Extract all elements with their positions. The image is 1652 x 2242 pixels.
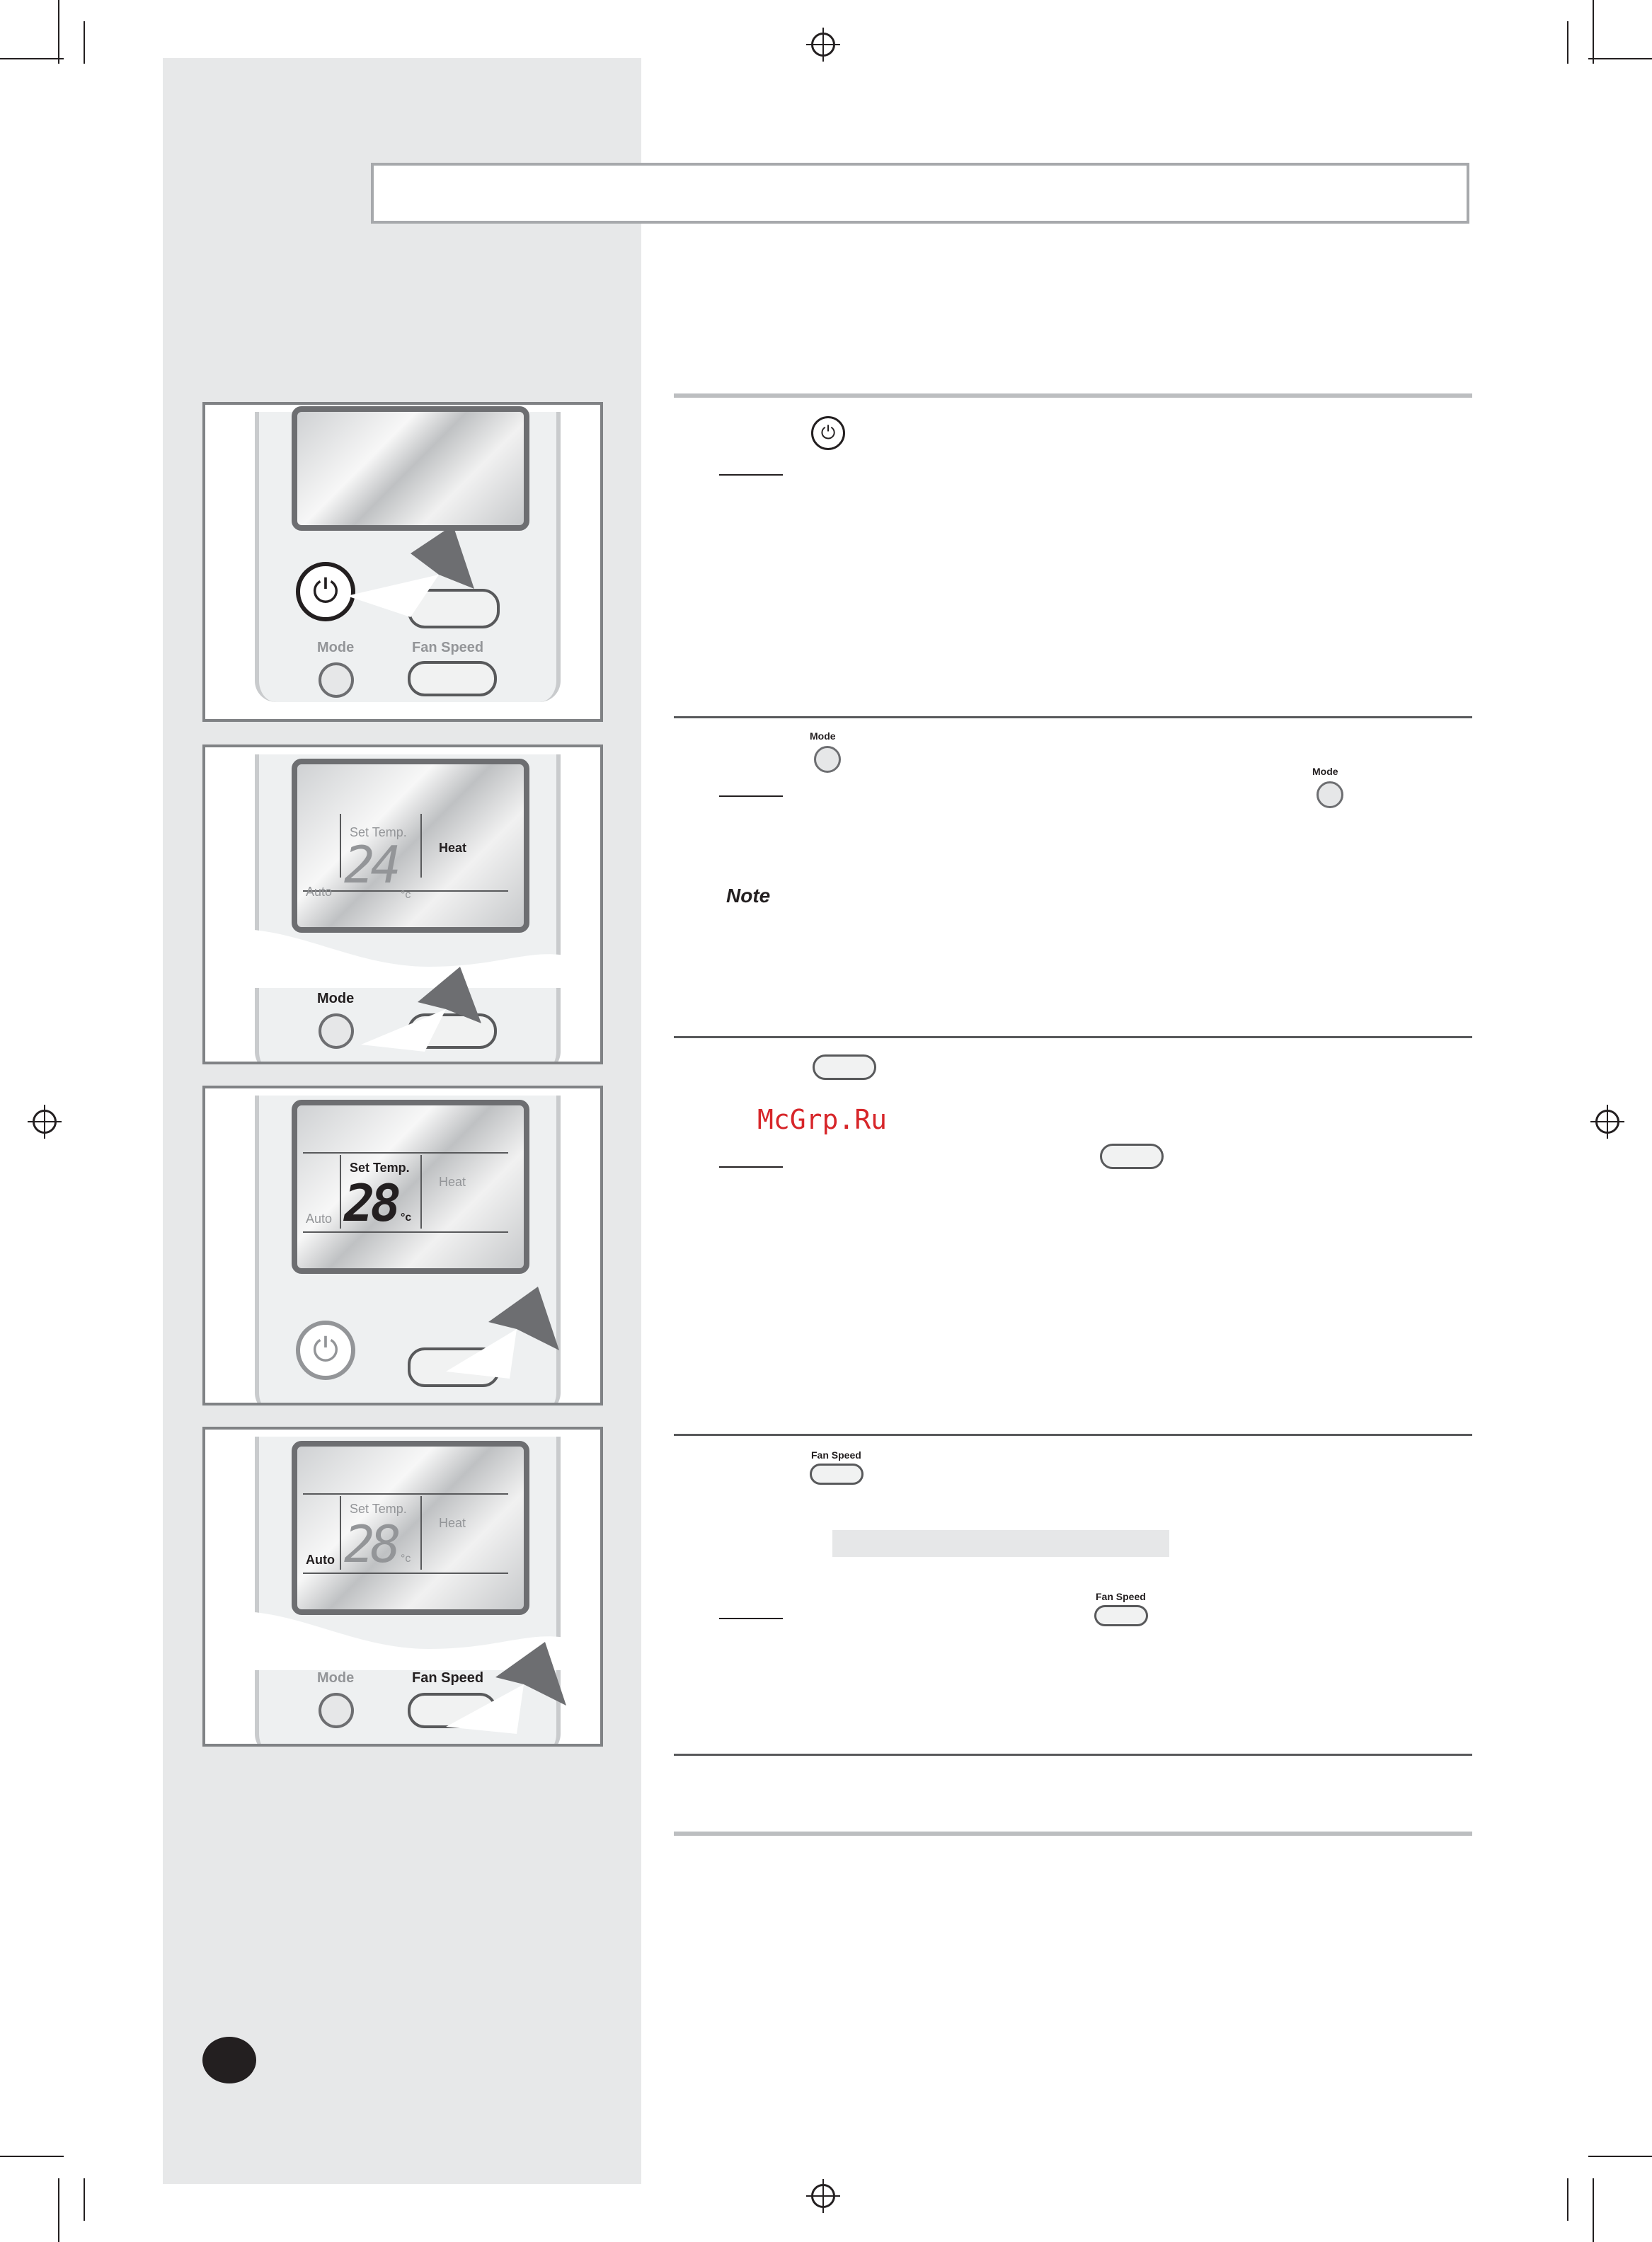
step-divider: [674, 1036, 1472, 1038]
pointer-arrow: [333, 511, 488, 617]
fan-speed-icon: [810, 1464, 864, 1485]
crop-mark: [1567, 2178, 1568, 2221]
mode-label: Mode: [317, 991, 355, 1006]
mode-icon-label: Mode: [1312, 766, 1338, 777]
note-label: Note: [726, 885, 771, 907]
crop-mark: [0, 2156, 64, 2157]
step-rule: [719, 474, 783, 476]
auto-label: Auto: [306, 885, 333, 899]
section-rule-bottom: [674, 1832, 1472, 1836]
mode-button[interactable]: [319, 1693, 354, 1728]
highlight-bar: [832, 1530, 1169, 1557]
pointer-arrow: [347, 960, 503, 1059]
crop-mark: [1593, 0, 1594, 64]
fan-speed-icon: [1094, 1605, 1148, 1626]
illustration-temperature: [202, 1086, 603, 1405]
illustration-fan-speed: [202, 1427, 603, 1747]
power-button[interactable]: ⏻: [296, 1321, 355, 1380]
lcd-divider: [303, 1152, 508, 1154]
section-title-box: [371, 163, 1469, 224]
crop-mark: [1593, 2178, 1594, 2242]
lcd-divider: [420, 1155, 422, 1229]
crop-mark: [1588, 2156, 1652, 2157]
step-divider: [674, 1754, 1472, 1756]
crop-mark: [58, 0, 59, 64]
lcd-divider: [340, 1155, 341, 1229]
mode-icon: [814, 746, 841, 773]
registration-mark: [811, 2184, 835, 2208]
temperature-updown-icon: [1100, 1144, 1164, 1169]
step-rule: [719, 1166, 783, 1168]
crop-mark: [1588, 58, 1652, 59]
lcd-divider: [420, 1496, 422, 1570]
step-divider: [674, 1434, 1472, 1436]
heat-label: Heat: [439, 1516, 466, 1530]
fan-speed-button[interactable]: [408, 661, 497, 696]
temperature-readout: 28: [344, 1173, 397, 1233]
fan-speed-icon-label: Fan Speed: [811, 1449, 861, 1461]
crop-mark: [84, 2178, 85, 2221]
lcd-divider: [340, 814, 341, 878]
section-rule-top: [674, 393, 1472, 398]
mode-label: Mode: [317, 640, 355, 655]
registration-mark: [1595, 1110, 1619, 1134]
mode-icon-label: Mode: [810, 730, 836, 742]
mode-icon: [1317, 781, 1343, 808]
pointer-arrow: [432, 1280, 587, 1393]
crop-mark: [84, 21, 85, 64]
heat-label: Heat: [439, 841, 467, 855]
fan-speed-label: Fan Speed: [412, 640, 484, 655]
lcd-screen: [292, 1100, 529, 1274]
lcd-screen: [292, 1441, 529, 1615]
unit-label: °c: [401, 1553, 411, 1565]
unit-label: °c: [401, 889, 411, 901]
set-temp-label: Set Temp.: [350, 1502, 407, 1516]
pointer-arrow: [439, 1635, 595, 1741]
illustration-power: [202, 402, 603, 722]
set-temp-label: Set Temp.: [350, 1161, 410, 1175]
auto-label: Auto: [306, 1212, 333, 1226]
mode-label: Mode: [317, 1670, 355, 1686]
lcd-divider: [303, 1231, 508, 1233]
fan-speed-icon-label: Fan Speed: [1096, 1591, 1146, 1602]
lcd-divider: [420, 814, 422, 878]
set-temp-label: Set Temp.: [350, 825, 407, 839]
lcd-divider: [303, 1573, 508, 1574]
power-icon: ⏻: [811, 416, 845, 450]
lcd-divider: [340, 1496, 341, 1570]
crop-mark: [0, 58, 64, 59]
registration-mark: [33, 1110, 57, 1134]
crop-mark: [1567, 21, 1568, 64]
illustration-mode: [202, 745, 603, 1064]
fan-speed-label: Fan Speed: [412, 1670, 484, 1686]
crop-mark: [58, 2178, 59, 2242]
temperature-readout: 24: [344, 835, 397, 895]
power-button[interactable]: ⏻: [296, 562, 355, 621]
lcd-screen: [292, 759, 529, 933]
step-rule: [719, 1618, 783, 1619]
mode-button[interactable]: [319, 662, 354, 698]
watermark: McGrp.Ru: [757, 1104, 888, 1135]
lcd-divider: [303, 1493, 508, 1495]
step-divider: [674, 716, 1472, 718]
unit-label: °c: [401, 1212, 412, 1224]
step-rule: [719, 795, 783, 797]
registration-mark: [811, 33, 835, 57]
temperature-updown-icon: [813, 1054, 876, 1080]
auto-label: Auto: [306, 1553, 335, 1567]
heat-label: Heat: [439, 1175, 466, 1189]
page-number-badge: [202, 2037, 256, 2083]
temperature-readout: 28: [344, 1514, 397, 1574]
